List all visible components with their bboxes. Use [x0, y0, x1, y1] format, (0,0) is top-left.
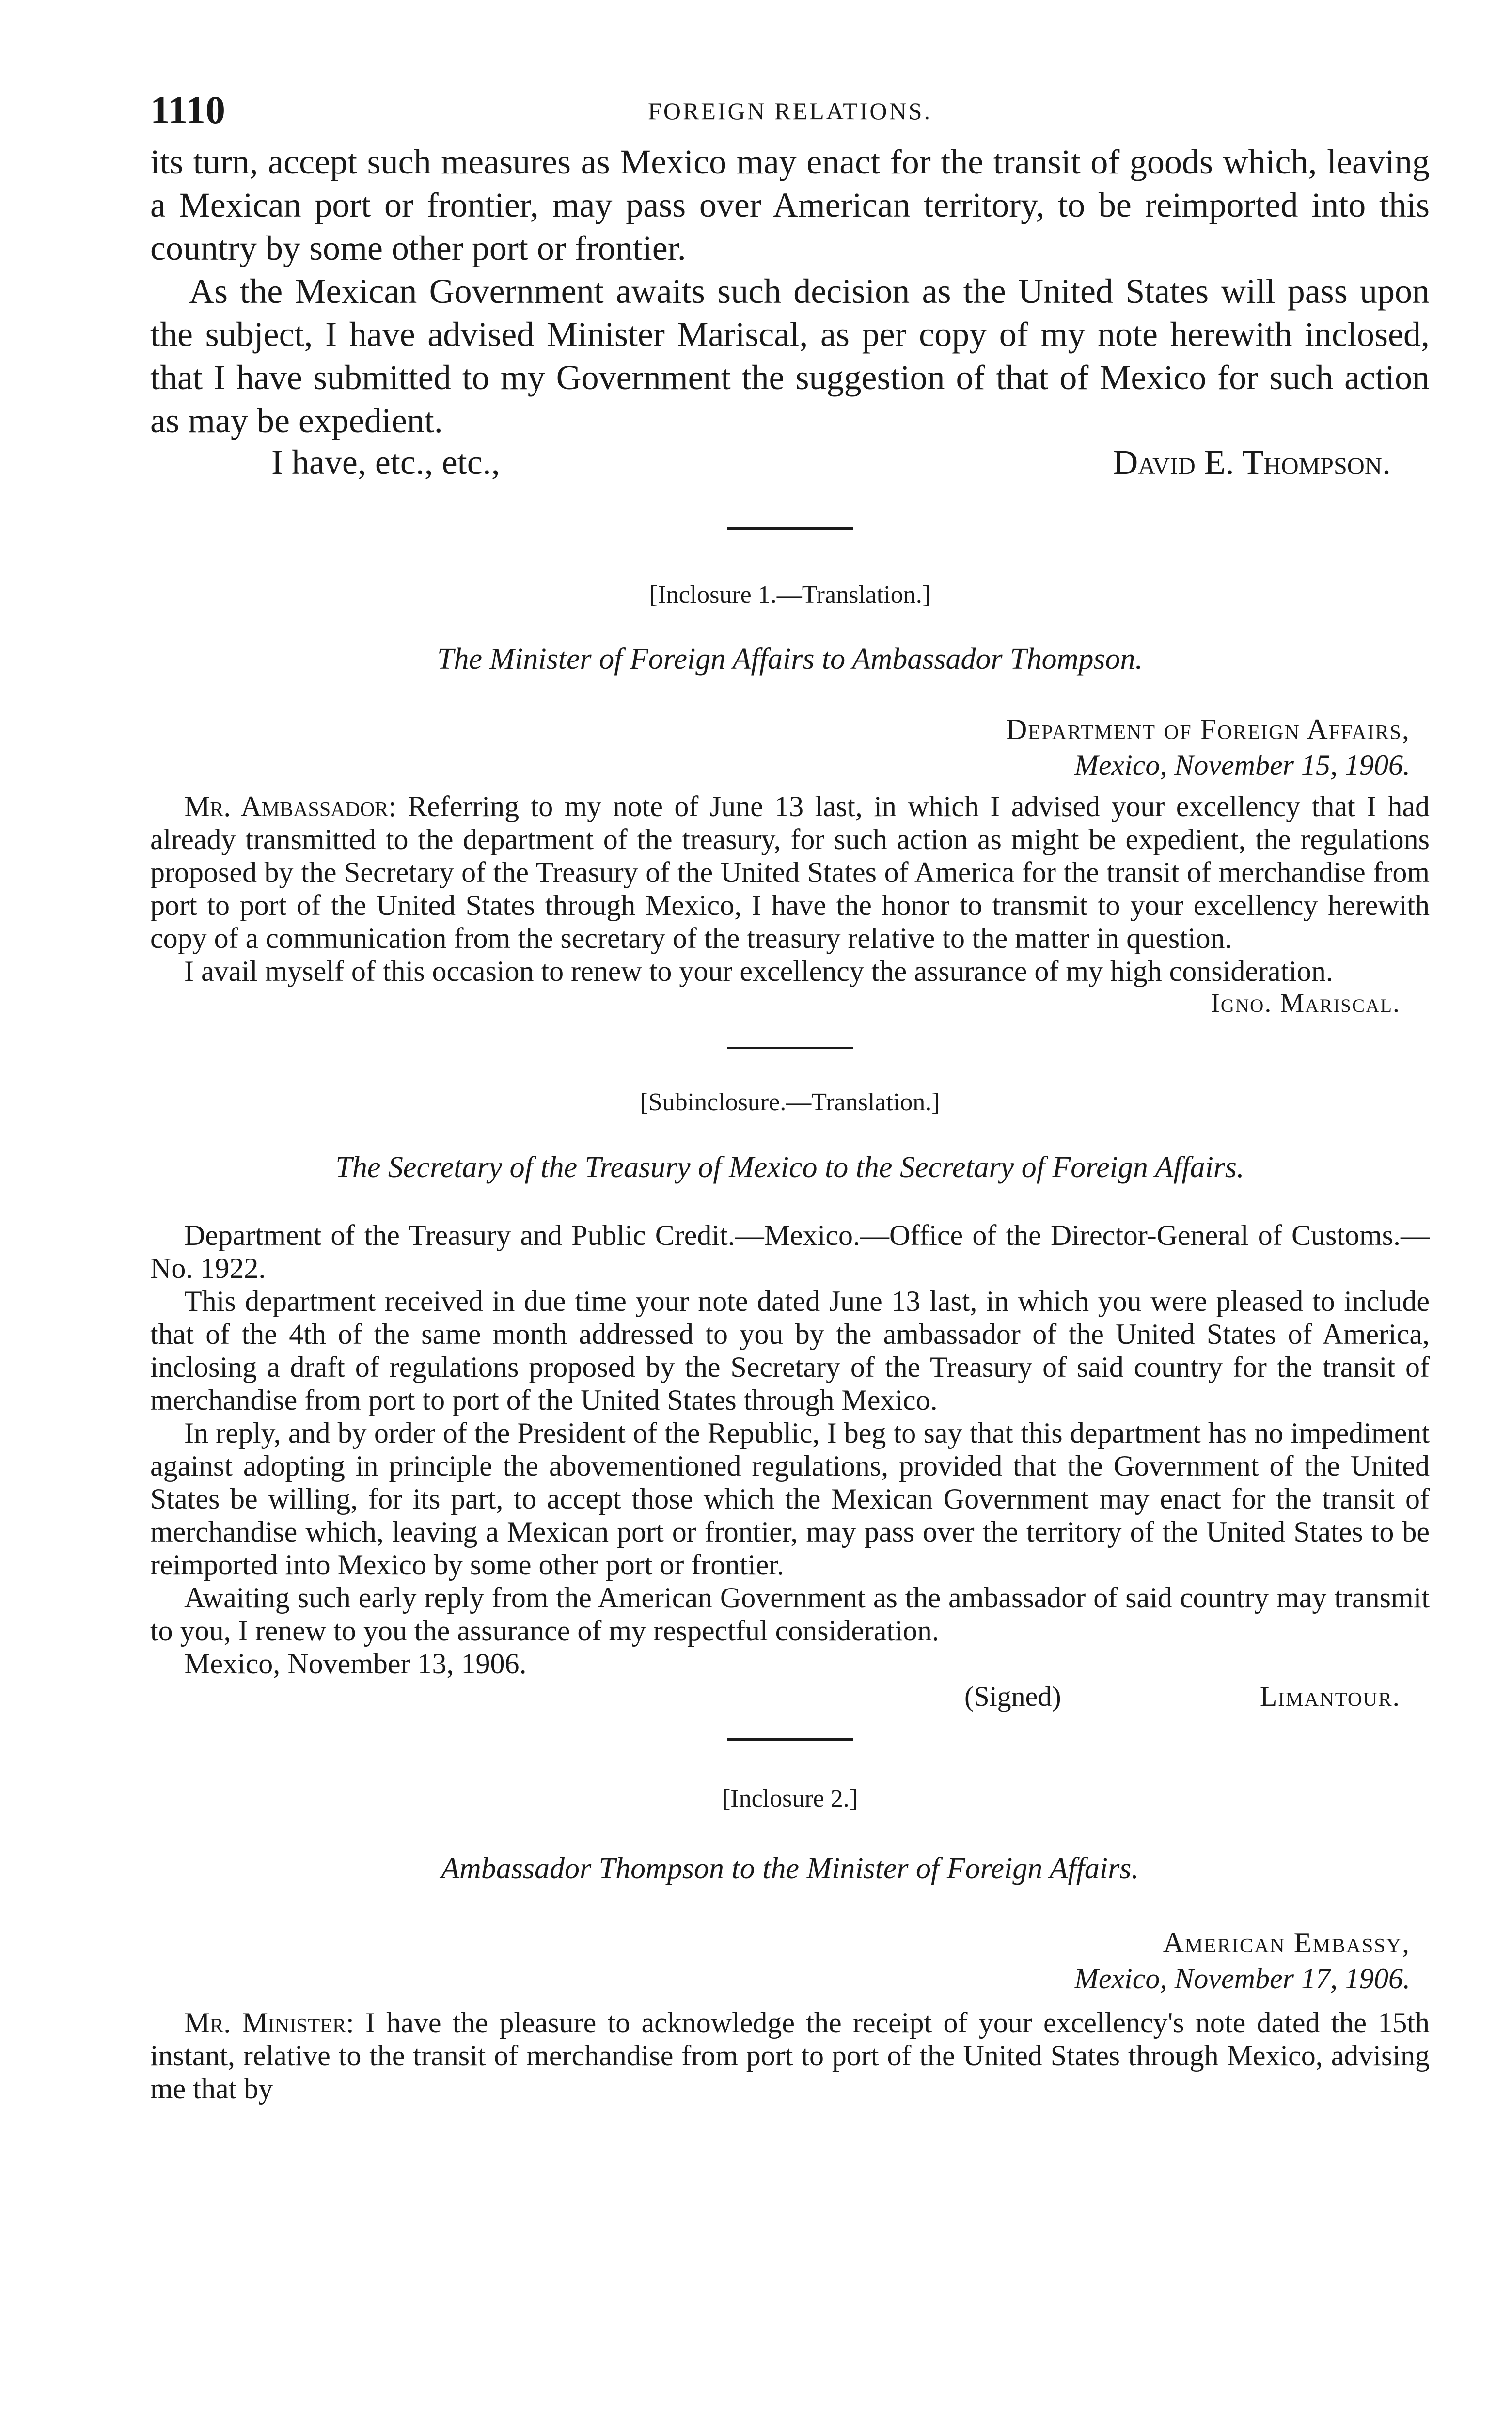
subinclosure-title: The Secretary of the Treasury of Mexico to the Secretary of Foreign Affairs. — [335, 1151, 1244, 1184]
inclosure2-salutation: Mr. Minister: — [184, 2007, 354, 2039]
inclosure2-paragraph-1 — [150, 2006, 1430, 2105]
inclosure1-date: Mexico, November 15, 1906. — [1074, 749, 1410, 781]
inclosure1-body-1: Referring to my note of June 13 last, in which I advised your excellency that I had already transmitted to the department of the treasury, for such action as might be expedient, the regulations proposed by the Secretary of the Treasury of the United States of America for the transit of merchandise from port to port of the United States through Mexico, I have the honor to transmit to your excellency herewith copy of a communication from the secretary of the treasury relative to the matter in question. — [150, 790, 1430, 954]
inclosure1-paragraph-2: I avail myself of this occasion to renew to your excellency the assurance of my high consideration. — [184, 955, 1333, 987]
inclosure2-dateline — [150, 1925, 1430, 1997]
page-header — [150, 87, 1430, 141]
subinclosure-paragraph-1: This department received in due time your note dated June 13 last, in which you were pleased to include that of the 4th of the same month addressed to you by the ambassador of the United States of America, inclosing a draft of regulations proposed by the Secretary of the Treasury of said country for the transit of merchandise from port to port of the United States through Mexico. — [150, 1285, 1430, 1416]
inclosure1-signature: Igno. Mariscal. — [1211, 988, 1401, 1018]
inclosure1-caption: [Inclosure 1.—Translation.] — [649, 581, 931, 609]
page-number: 1110 — [150, 88, 225, 132]
letter-closing: I have, etc., etc., — [271, 443, 500, 482]
subinclosure-paragraph-3: Awaiting such early reply from the American Government as the ambassador of said country may transmit to you, I renew to you the assurance of my respectful consideration. — [150, 1582, 1430, 1647]
subinclosure-heading: Department of the Treasury and Public Credit.—Mexico.—Office of the Director-General of Customs.—No. 1922. — [150, 1219, 1430, 1284]
subinclosure-paragraph-2: In reply, and by order of the President of the Republic, I beg to say that this department has no impediment against adopting in principle the abovementioned regulations, provided that the Government of the United States be willing, for its part, to accept those which the Mexican Government may enact for the transit of merchandise which, leaving a Mexican port or frontier, may pass over the territory of the United States to be reimported into Mexico by some other port or frontier. — [150, 1417, 1430, 1581]
inclosure2-body-1: I have the pleasure to acknowledge the receipt of your excellency's note dated the 15th instant, relative to the transit of merchandise from port to port of the United States through Mexico, advising me that by — [150, 2007, 1430, 2105]
inclosure2-date: Mexico, November 17, 1906. — [1074, 1963, 1410, 1995]
subinclosure-caption: [Subinclosure.—Translation.] — [640, 1088, 940, 1116]
inclosure1-paragraph-1 — [150, 790, 1430, 955]
subinclosure-place-date: Mexico, November 13, 1906. — [184, 1648, 527, 1680]
running-head: FOREIGN RELATIONS. — [648, 97, 932, 125]
subinclosure-signature: Limantour. — [1260, 1681, 1401, 1712]
subinclosure-signature-line — [150, 1680, 1430, 1719]
letter-closing-line — [150, 442, 1430, 488]
inclosure2-title: Ambassador Thompson to the Minister of Foreign Affairs. — [441, 1852, 1139, 1885]
inclosure1-title: The Minister of Foreign Affairs to Ambassador Thompson. — [437, 643, 1143, 676]
inclosure1-salutation: Mr. Ambassador: — [184, 790, 396, 822]
letter-signature: David E. Thompson. — [1113, 443, 1391, 482]
letter-paragraph-1: its turn, accept such measures as Mexico may enact for the transit of goods which, leaving a Mexican port or frontier, may pass over American territory, to be reimported into this country by some other port or frontier. — [150, 142, 1430, 267]
inclosure2-office: American Embassy, — [1163, 1927, 1410, 1959]
inclosure1-office: Department of Foreign Affairs, — [1006, 713, 1410, 745]
signed-mark: (Signed) — [964, 1681, 1061, 1712]
letter-paragraph-2: As the Mexican Government awaits such decision as the United States will pass upon the subject, I have advised Minister Mariscal, as per copy of my note herewith inclosed, that I have submitted to my Government the suggestion of that of Mexico for such action as may be expedient. — [150, 272, 1430, 440]
inclosure2-caption: [Inclosure 2.] — [722, 1785, 858, 1812]
inclosure1-dateline — [150, 711, 1430, 783]
document-page — [150, 87, 1430, 2105]
